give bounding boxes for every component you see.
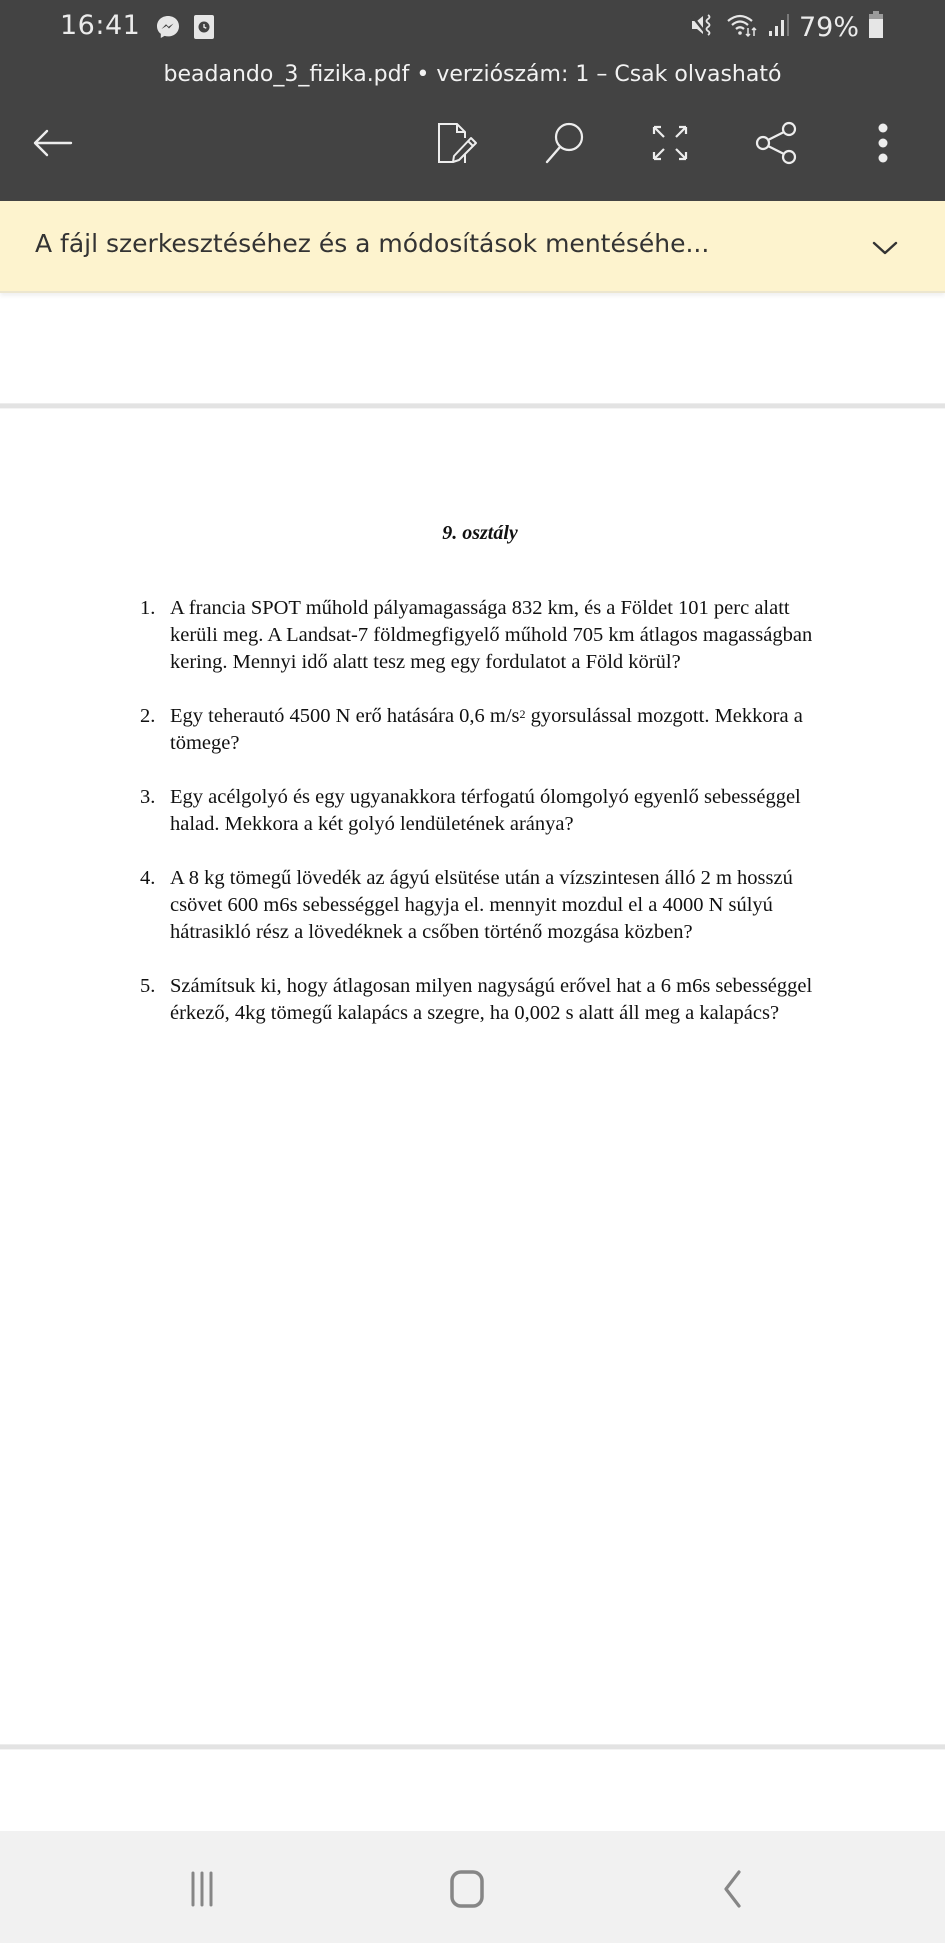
share-button[interactable] [752,120,802,170]
problem-text-part: Egy teherautó 4500 N erő hatására 0,6 m/s [170,705,520,727]
problem-text: A 8 kg tömegű lövedék az ágyú elsütése után a vízszintesen álló 2 m hosszú csövet 600 m6s sebességgel hagyja el. mennyit mozdul el a 4000 N súlyú hátrasikló rész a lövedéknek a csőben történő mozgása közben? [170,867,793,943]
problem-number: 4. [140,867,156,889]
arrow-left-icon [31,127,75,163]
vibrate-mute-icon [689,11,717,43]
battery-icon [867,10,885,44]
problem-number: 5. [140,975,156,997]
chevron-down-icon[interactable] [870,233,900,263]
edit-document-icon [436,120,480,170]
back-nav-button[interactable] [702,1861,762,1921]
toolbar [0,95,945,201]
recent-apps-button[interactable] [172,1861,232,1921]
banner-text: A fájl szerkesztéséhez és a módosítások mentéséhe... [35,229,710,258]
problem-item [140,784,820,838]
edit-notice-banner[interactable] [0,201,945,293]
status-time: 16:41 [60,10,141,41]
system-status-icons [689,10,885,44]
problem-list [140,595,820,1027]
problem-number: 2. [140,705,156,727]
expand-icon [650,123,690,167]
problem-text [170,705,803,754]
recent-apps-icon [187,1869,217,1913]
battery-percent: 79% [798,11,859,43]
signal-icon [767,11,791,43]
back-button[interactable] [28,120,78,170]
problem-text: Egy acélgolyó és egy ugyanakkora térfogatú ólomgolyó egyenlő sebességgel halad. Mekkora a két golyó lendületének aránya? [170,786,801,835]
problem-item [140,703,820,757]
notification-icons [155,14,215,44]
problem-text-part: gyorsulással mozgott. Mekkora a tömege? [170,705,803,754]
page-separator [0,1744,945,1750]
document-info-title: beadando_3_fizika.pdf • verziószám: 1 – Csak olvasható [0,55,945,95]
edit-button[interactable] [433,120,483,170]
more-vertical-icon [876,121,890,169]
back-chevron-icon [717,1868,747,1914]
more-options-button[interactable] [858,120,908,170]
clock-app-icon [193,14,215,44]
page-separator [0,403,945,409]
pdf-page-content [140,520,820,1054]
search-button[interactable] [540,120,590,170]
share-icon [754,121,800,169]
problem-text: Számítsuk ki, hogy átlagosan milyen nagyságú erővel hat a 6 m6s sebességgel érkező, 4kg tömegű kalapács a szegre, ha 0,002 s alatt áll meg a kalapács? [170,975,813,1024]
document-title: 9. osztály [442,522,518,544]
fullscreen-button[interactable] [645,120,695,170]
messenger-icon [155,14,181,44]
home-icon [447,1868,487,1914]
superscript: 2 [519,707,526,721]
problem-item [140,595,820,676]
home-button[interactable] [437,1861,497,1921]
problem-item [140,973,820,1027]
search-icon [543,120,587,170]
system-navigation-bar [0,1831,945,1943]
problem-number: 1. [140,597,156,619]
problem-number: 3. [140,786,156,808]
problem-item [140,865,820,946]
problem-text: A francia SPOT műhold pályamagassága 832 km, és a Földet 101 perc alatt kerüli meg. A Landsat-7 földmegfigyelő műhold 705 km átlagos magasságban kering. Mennyi idő alatt tesz meg egy fordulatot a Föld körül? [170,597,813,673]
wifi-icon [725,11,759,43]
status-bar [0,0,945,55]
